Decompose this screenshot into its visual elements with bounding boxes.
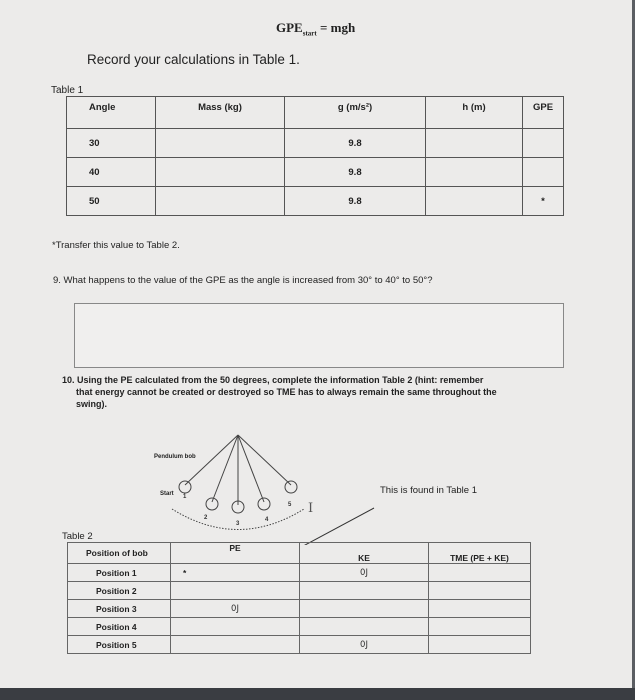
cell-gpe[interactable] <box>523 158 564 187</box>
cell-pe[interactable]: * <box>171 564 300 582</box>
formula-subscript: start <box>302 29 317 38</box>
found-in-table1-note: This is found in Table 1 <box>380 485 477 496</box>
header-position: Position of bob <box>68 543 171 564</box>
cell-position: Position 1 <box>68 564 171 582</box>
cell-gpe[interactable]: * <box>523 187 564 216</box>
pendulum-string <box>238 435 291 485</box>
table2-row <box>68 636 531 654</box>
table2 <box>67 542 531 654</box>
position-label: 3 <box>236 521 240 527</box>
table2-header-row <box>68 543 531 564</box>
position-label: 1 <box>183 494 187 500</box>
cell-gpe[interactable] <box>523 129 564 158</box>
cell-tme[interactable] <box>429 564 531 582</box>
cell-angle: 40 <box>67 158 156 187</box>
header-angle: Angle <box>67 97 156 129</box>
cell-tme[interactable] <box>429 636 531 654</box>
question-10-line: that energy cannot be created or destroyed so TME has to always remain the same throughout the <box>76 387 497 397</box>
cell-position: Position 5 <box>68 636 171 654</box>
cell-tme[interactable] <box>429 600 531 618</box>
table1-header-row <box>67 97 564 129</box>
taskbar <box>0 688 635 700</box>
cell-ke[interactable] <box>300 600 429 618</box>
record-instruction: Record your calculations in Table 1. <box>87 52 300 67</box>
header-g: g (m/s²) <box>285 97 426 129</box>
gpe-formula <box>276 20 355 38</box>
table1-row <box>67 187 564 216</box>
handwritten-mark: I <box>308 501 314 516</box>
cell-pe[interactable]: 0J <box>171 600 300 618</box>
question-10 <box>62 374 552 410</box>
cell-h[interactable] <box>426 129 523 158</box>
question-10-line: swing). <box>76 399 107 409</box>
pendulum-string <box>185 435 238 485</box>
cell-mass[interactable] <box>156 129 285 158</box>
table1-label: Table 1 <box>51 85 84 96</box>
cell-pe[interactable] <box>171 582 300 600</box>
header-mass: Mass (kg) <box>156 97 285 129</box>
table2-label: Table 2 <box>62 531 93 542</box>
formula-lhs: GPE <box>276 20 303 35</box>
cell-h[interactable] <box>426 158 523 187</box>
pendulum-bob-label: Pendulum bob <box>154 454 196 460</box>
pendulum-bob <box>258 498 270 510</box>
cell-ke[interactable]: 0J <box>300 636 429 654</box>
question-9-answer-box[interactable] <box>74 303 564 368</box>
cell-angle: 30 <box>67 129 156 158</box>
table2-row <box>68 582 531 600</box>
table1 <box>66 96 564 216</box>
pendulum-string <box>238 435 264 502</box>
cell-pe[interactable] <box>171 618 300 636</box>
table1-row <box>67 129 564 158</box>
pointer-line <box>253 508 374 545</box>
pendulum-bob <box>285 481 297 493</box>
cell-position: Position 2 <box>68 582 171 600</box>
cell-g: 9.8 <box>285 158 426 187</box>
cell-ke[interactable] <box>300 582 429 600</box>
question-9: 9. What happens to the value of the GPE as the angle is increased from 30° to 40° to 50°? <box>53 275 433 286</box>
header-gpe: GPE <box>523 97 564 129</box>
position-label: 2 <box>204 515 208 521</box>
formula-rhs: = mgh <box>316 20 356 35</box>
header-ke: KE <box>300 543 429 564</box>
cell-g: 9.8 <box>285 129 426 158</box>
cell-position: Position 4 <box>68 618 171 636</box>
header-h: h (m) <box>426 97 523 129</box>
cell-h[interactable] <box>426 187 523 216</box>
pendulum-diagram <box>0 425 635 545</box>
cell-tme[interactable] <box>429 618 531 636</box>
table1-row <box>67 158 564 187</box>
cell-angle: 50 <box>67 187 156 216</box>
cell-g: 9.8 <box>285 187 426 216</box>
transfer-note: *Transfer this value to Table 2. <box>52 240 180 251</box>
cell-mass[interactable] <box>156 158 285 187</box>
cell-position: Position 3 <box>68 600 171 618</box>
pendulum-string <box>212 435 238 502</box>
pendulum-bob <box>179 481 191 493</box>
table2-row <box>68 618 531 636</box>
cell-tme[interactable] <box>429 582 531 600</box>
cell-pe[interactable] <box>171 636 300 654</box>
position-label: 4 <box>265 517 269 523</box>
start-label: Start <box>160 491 174 497</box>
question-10-line: 10. Using the PE calculated from the 50 degrees, complete the information Table 2 (hint: remember <box>62 375 484 385</box>
table2-row <box>68 564 531 582</box>
header-pe: PE <box>171 543 300 564</box>
cell-ke[interactable] <box>300 618 429 636</box>
table2-row <box>68 600 531 618</box>
position-label: 5 <box>288 502 292 508</box>
pendulum-bob <box>206 498 218 510</box>
cell-mass[interactable] <box>156 187 285 216</box>
cell-ke[interactable]: 0J <box>300 564 429 582</box>
header-tme: TME (PE + KE) <box>429 543 531 564</box>
